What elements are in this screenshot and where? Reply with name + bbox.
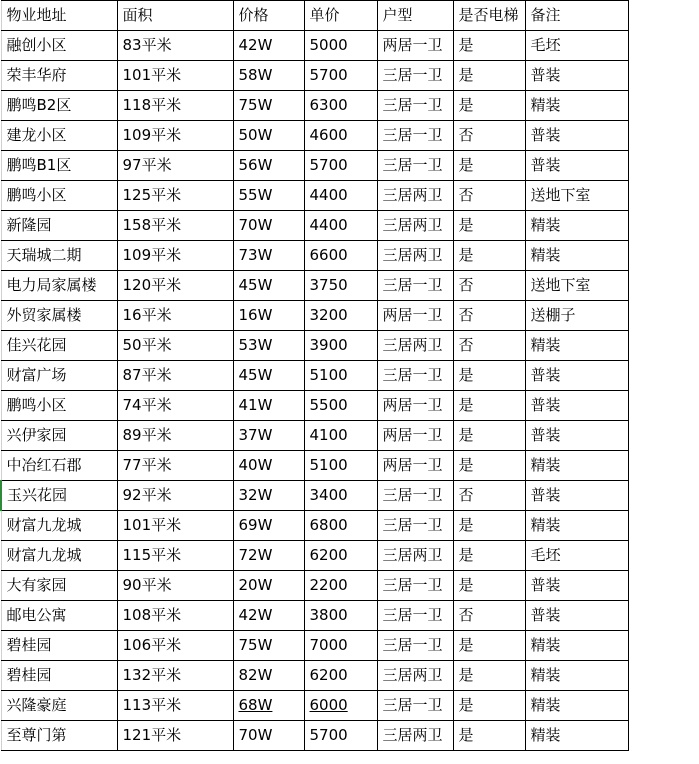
- cell-layout[interactable]: 三居一卫: [377, 601, 453, 631]
- cell-name[interactable]: 外贸家属楼: [1, 301, 117, 331]
- cell-name[interactable]: 鹏鸣小区: [1, 181, 117, 211]
- cell-area[interactable]: 158平米: [117, 211, 233, 241]
- cell-note[interactable]: 普装: [525, 121, 628, 151]
- cell-area[interactable]: 121平米: [117, 721, 233, 751]
- cell-unit-price[interactable]: 4400: [304, 181, 377, 211]
- cell-area[interactable]: 74平米: [117, 391, 233, 421]
- table-row: [1, 391, 628, 421]
- table-row: [1, 91, 628, 121]
- cell-name[interactable]: 至尊门第: [1, 721, 117, 751]
- cell-price[interactable]: 40W: [233, 451, 304, 481]
- cell-price[interactable]: 82W: [233, 661, 304, 691]
- header-cell-unit-price[interactable]: 单价: [304, 1, 377, 31]
- cell-layout[interactable]: 三居两卫: [377, 541, 453, 571]
- cell-name[interactable]: 鹏鸣小区: [1, 391, 117, 421]
- table-row: [1, 691, 628, 721]
- cell-name[interactable]: 建龙小区: [1, 121, 117, 151]
- cell-name[interactable]: 鹏鸣B2区: [1, 91, 117, 121]
- cell-layout[interactable]: 三居两卫: [377, 661, 453, 691]
- cell-note[interactable]: 毛坯: [525, 541, 628, 571]
- cell-elevator[interactable]: 否: [453, 481, 525, 511]
- cell-elevator[interactable]: 是: [453, 721, 525, 751]
- table-row: [1, 331, 628, 361]
- cell-name[interactable]: 鹏鸣B1区: [1, 151, 117, 181]
- cell-note[interactable]: 普装: [525, 481, 628, 511]
- cell-elevator[interactable]: 是: [453, 211, 525, 241]
- cell-area[interactable]: 109平米: [117, 121, 233, 151]
- cell-layout[interactable]: 两居一卫: [377, 451, 453, 481]
- cell-name[interactable]: 财富广场: [1, 361, 117, 391]
- cell-layout[interactable]: 三居两卫: [377, 721, 453, 751]
- cell-unit-price[interactable]: 3900: [304, 331, 377, 361]
- cell-name[interactable]: 新隆园: [1, 211, 117, 241]
- cell-layout[interactable]: 三居一卫: [377, 91, 453, 121]
- cell-elevator[interactable]: 否: [453, 601, 525, 631]
- cell-area[interactable]: 50平米: [117, 331, 233, 361]
- cell-elevator[interactable]: 是: [453, 241, 525, 271]
- cell-name[interactable]: 天瑞城二期: [1, 241, 117, 271]
- cell-name[interactable]: 佳兴花园: [1, 331, 117, 361]
- cell-area[interactable]: 87平米: [117, 361, 233, 391]
- cell-elevator[interactable]: 是: [453, 631, 525, 661]
- cell-unit-price[interactable]: 4100: [304, 421, 377, 451]
- cell-elevator[interactable]: 否: [453, 181, 525, 211]
- cell-price[interactable]: 73W: [233, 241, 304, 271]
- cell-layout[interactable]: 三居一卫: [377, 481, 453, 511]
- cell-unit-price[interactable]: 6000: [304, 691, 377, 721]
- cell-name[interactable]: 碧桂园: [1, 661, 117, 691]
- table-row: [1, 301, 628, 331]
- cell-layout[interactable]: 三居一卫: [377, 571, 453, 601]
- cell-elevator[interactable]: 是: [453, 421, 525, 451]
- cell-area[interactable]: 97平米: [117, 151, 233, 181]
- cell-name[interactable]: 大有家园: [1, 571, 117, 601]
- cell-price[interactable]: 16W: [233, 301, 304, 331]
- cell-layout[interactable]: 两居一卫: [377, 421, 453, 451]
- cell-note[interactable]: 精装: [525, 511, 628, 541]
- cell-area[interactable]: 101平米: [117, 511, 233, 541]
- table-row: [1, 541, 628, 571]
- cell-price[interactable]: 37W: [233, 421, 304, 451]
- cell-elevator[interactable]: 是: [453, 91, 525, 121]
- cell-unit-price[interactable]: 3800: [304, 601, 377, 631]
- cell-note[interactable]: 普装: [525, 571, 628, 601]
- cell-note[interactable]: 毛坯: [525, 31, 628, 61]
- cell-price[interactable]: 70W: [233, 211, 304, 241]
- cell-layout[interactable]: 三居两卫: [377, 181, 453, 211]
- cell-name[interactable]: 荣丰华府: [1, 61, 117, 91]
- cell-price[interactable]: 32W: [233, 481, 304, 511]
- cell-layout[interactable]: 两居一卫: [377, 31, 453, 61]
- cell-name[interactable]: 电力局家属楼: [1, 271, 117, 301]
- cell-price[interactable]: 70W: [233, 721, 304, 751]
- cell-price[interactable]: 75W: [233, 91, 304, 121]
- cell-area[interactable]: 90平米: [117, 571, 233, 601]
- cell-name[interactable]: 兴伊家园: [1, 421, 117, 451]
- cell-unit-price[interactable]: 6600: [304, 241, 377, 271]
- header-cell-area[interactable]: 面积: [117, 1, 233, 31]
- cell-layout[interactable]: 三居两卫: [377, 241, 453, 271]
- header-cell-note[interactable]: 备注: [525, 1, 628, 31]
- header-cell-name[interactable]: 物业地址: [1, 1, 117, 31]
- cell-unit-price[interactable]: 2200: [304, 571, 377, 601]
- cell-note[interactable]: 精装: [525, 331, 628, 361]
- header-cell-elevator[interactable]: 是否电梯: [453, 1, 525, 31]
- table-row: [1, 631, 628, 661]
- cell-layout[interactable]: 三居一卫: [377, 121, 453, 151]
- cell-elevator[interactable]: 是: [453, 61, 525, 91]
- cell-price[interactable]: 58W: [233, 61, 304, 91]
- cell-elevator[interactable]: 否: [453, 121, 525, 151]
- cell-name[interactable]: 玉兴花园: [1, 481, 117, 511]
- cell-price[interactable]: 69W: [233, 511, 304, 541]
- cell-note[interactable]: 精装: [525, 631, 628, 661]
- table-row: [1, 121, 628, 151]
- cell-price[interactable]: 68W: [233, 691, 304, 721]
- cell-unit-price[interactable]: 5100: [304, 451, 377, 481]
- cell-unit-price[interactable]: 7000: [304, 631, 377, 661]
- table-row: [1, 661, 628, 691]
- cell-note[interactable]: 普装: [525, 151, 628, 181]
- cell-layout[interactable]: 三居一卫: [377, 61, 453, 91]
- cell-layout[interactable]: 两居一卫: [377, 301, 453, 331]
- cell-unit-price[interactable]: 3200: [304, 301, 377, 331]
- cell-elevator[interactable]: 是: [453, 571, 525, 601]
- cell-name[interactable]: 财富九龙城: [1, 541, 117, 571]
- cell-area[interactable]: 92平米: [117, 481, 233, 511]
- table-row: [1, 571, 628, 601]
- cell-note[interactable]: 精装: [525, 211, 628, 241]
- header-cell-price[interactable]: 价格: [233, 1, 304, 31]
- cell-layout[interactable]: 三居一卫: [377, 151, 453, 181]
- cell-area[interactable]: 118平米: [117, 91, 233, 121]
- cell-note[interactable]: 精装: [525, 241, 628, 271]
- table-row: [1, 601, 628, 631]
- cell-unit-price[interactable]: 4600: [304, 121, 377, 151]
- table-row: [1, 721, 628, 751]
- cell-note[interactable]: 普装: [525, 601, 628, 631]
- cell-price[interactable]: 45W: [233, 271, 304, 301]
- cell-note[interactable]: 送地下室: [525, 181, 628, 211]
- cell-unit-price[interactable]: 5500: [304, 391, 377, 421]
- cell-note[interactable]: 精装: [525, 451, 628, 481]
- cell-area[interactable]: 101平米: [117, 61, 233, 91]
- cell-area[interactable]: 132平米: [117, 661, 233, 691]
- cell-name[interactable]: 中冶红石郡: [1, 451, 117, 481]
- table-row: [1, 451, 628, 481]
- cell-unit-price[interactable]: 3400: [304, 481, 377, 511]
- cell-elevator[interactable]: 是: [453, 691, 525, 721]
- cell-price[interactable]: 75W: [233, 631, 304, 661]
- cell-unit-price[interactable]: 5700: [304, 151, 377, 181]
- cell-unit-price[interactable]: 5700: [304, 721, 377, 751]
- cell-name[interactable]: 碧桂园: [1, 631, 117, 661]
- header-cell-layout[interactable]: 户型: [377, 1, 453, 31]
- cell-area[interactable]: 77平米: [117, 451, 233, 481]
- cell-unit-price[interactable]: 4400: [304, 211, 377, 241]
- cell-area[interactable]: 106平米: [117, 631, 233, 661]
- table-row: [1, 61, 628, 91]
- cell-area[interactable]: 16平米: [117, 301, 233, 331]
- table-row: [1, 481, 628, 511]
- cell-note[interactable]: 精装: [525, 661, 628, 691]
- cell-note[interactable]: 精装: [525, 691, 628, 721]
- cell-layout[interactable]: 三居一卫: [377, 271, 453, 301]
- cell-price[interactable]: 42W: [233, 601, 304, 631]
- cell-area[interactable]: 120平米: [117, 271, 233, 301]
- cell-area[interactable]: 115平米: [117, 541, 233, 571]
- cell-note[interactable]: 普装: [525, 391, 628, 421]
- cell-elevator[interactable]: 是: [453, 661, 525, 691]
- cell-elevator[interactable]: 否: [453, 301, 525, 331]
- cell-elevator[interactable]: 是: [453, 451, 525, 481]
- cell-note[interactable]: 送棚子: [525, 301, 628, 331]
- cell-note[interactable]: 送地下室: [525, 271, 628, 301]
- cell-name[interactable]: 融创小区: [1, 31, 117, 61]
- cell-elevator[interactable]: 是: [453, 511, 525, 541]
- table-row: [1, 271, 628, 301]
- header-row: [1, 1, 628, 31]
- cell-elevator[interactable]: 否: [453, 331, 525, 361]
- cell-price[interactable]: 20W: [233, 571, 304, 601]
- cell-area[interactable]: 89平米: [117, 421, 233, 451]
- table-row: [1, 421, 628, 451]
- cell-area[interactable]: 108平米: [117, 601, 233, 631]
- cell-price[interactable]: 56W: [233, 151, 304, 181]
- cell-elevator[interactable]: 是: [453, 391, 525, 421]
- cell-price[interactable]: 50W: [233, 121, 304, 151]
- cell-unit-price[interactable]: 6200: [304, 661, 377, 691]
- cell-price[interactable]: 55W: [233, 181, 304, 211]
- cell-price[interactable]: 53W: [233, 331, 304, 361]
- table-row: [1, 511, 628, 541]
- cell-price[interactable]: 72W: [233, 541, 304, 571]
- cell-note[interactable]: 普装: [525, 61, 628, 91]
- cell-elevator[interactable]: 是: [453, 541, 525, 571]
- cell-unit-price[interactable]: 6200: [304, 541, 377, 571]
- table-row: [1, 181, 628, 211]
- cell-layout[interactable]: 三居两卫: [377, 331, 453, 361]
- cell-note[interactable]: 精装: [525, 721, 628, 751]
- cell-note[interactable]: 精装: [525, 91, 628, 121]
- cell-elevator[interactable]: 否: [453, 271, 525, 301]
- cell-elevator[interactable]: 是: [453, 31, 525, 61]
- cell-unit-price[interactable]: 6300: [304, 91, 377, 121]
- cell-unit-price[interactable]: 5700: [304, 61, 377, 91]
- cell-unit-price[interactable]: 5100: [304, 361, 377, 391]
- table-row: [1, 31, 628, 61]
- cell-layout[interactable]: 三居一卫: [377, 691, 453, 721]
- table-row: [1, 361, 628, 391]
- cell-note[interactable]: 普装: [525, 361, 628, 391]
- cell-name[interactable]: 邮电公寓: [1, 601, 117, 631]
- table-row: [1, 151, 628, 181]
- cell-unit-price[interactable]: 3750: [304, 271, 377, 301]
- cell-area[interactable]: 109平米: [117, 241, 233, 271]
- table-row: [1, 241, 628, 271]
- cell-elevator[interactable]: 是: [453, 361, 525, 391]
- cell-name[interactable]: 兴隆豪庭: [1, 691, 117, 721]
- cell-layout[interactable]: 三居一卫: [377, 631, 453, 661]
- cell-area[interactable]: 83平米: [117, 31, 233, 61]
- cell-layout[interactable]: 三居一卫: [377, 511, 453, 541]
- cell-name[interactable]: 财富九龙城: [1, 511, 117, 541]
- cell-area[interactable]: 113平米: [117, 691, 233, 721]
- cell-area[interactable]: 125平米: [117, 181, 233, 211]
- cell-unit-price[interactable]: 5000: [304, 31, 377, 61]
- table-row: [1, 211, 628, 241]
- cell-price[interactable]: 42W: [233, 31, 304, 61]
- cell-layout[interactable]: 三居一卫: [377, 361, 453, 391]
- cell-elevator[interactable]: 是: [453, 151, 525, 181]
- cell-note[interactable]: 普装: [525, 421, 628, 451]
- cell-price[interactable]: 41W: [233, 391, 304, 421]
- cell-layout[interactable]: 三居两卫: [377, 211, 453, 241]
- cell-price[interactable]: 45W: [233, 361, 304, 391]
- cell-unit-price[interactable]: 6800: [304, 511, 377, 541]
- cell-layout[interactable]: 两居一卫: [377, 391, 453, 421]
